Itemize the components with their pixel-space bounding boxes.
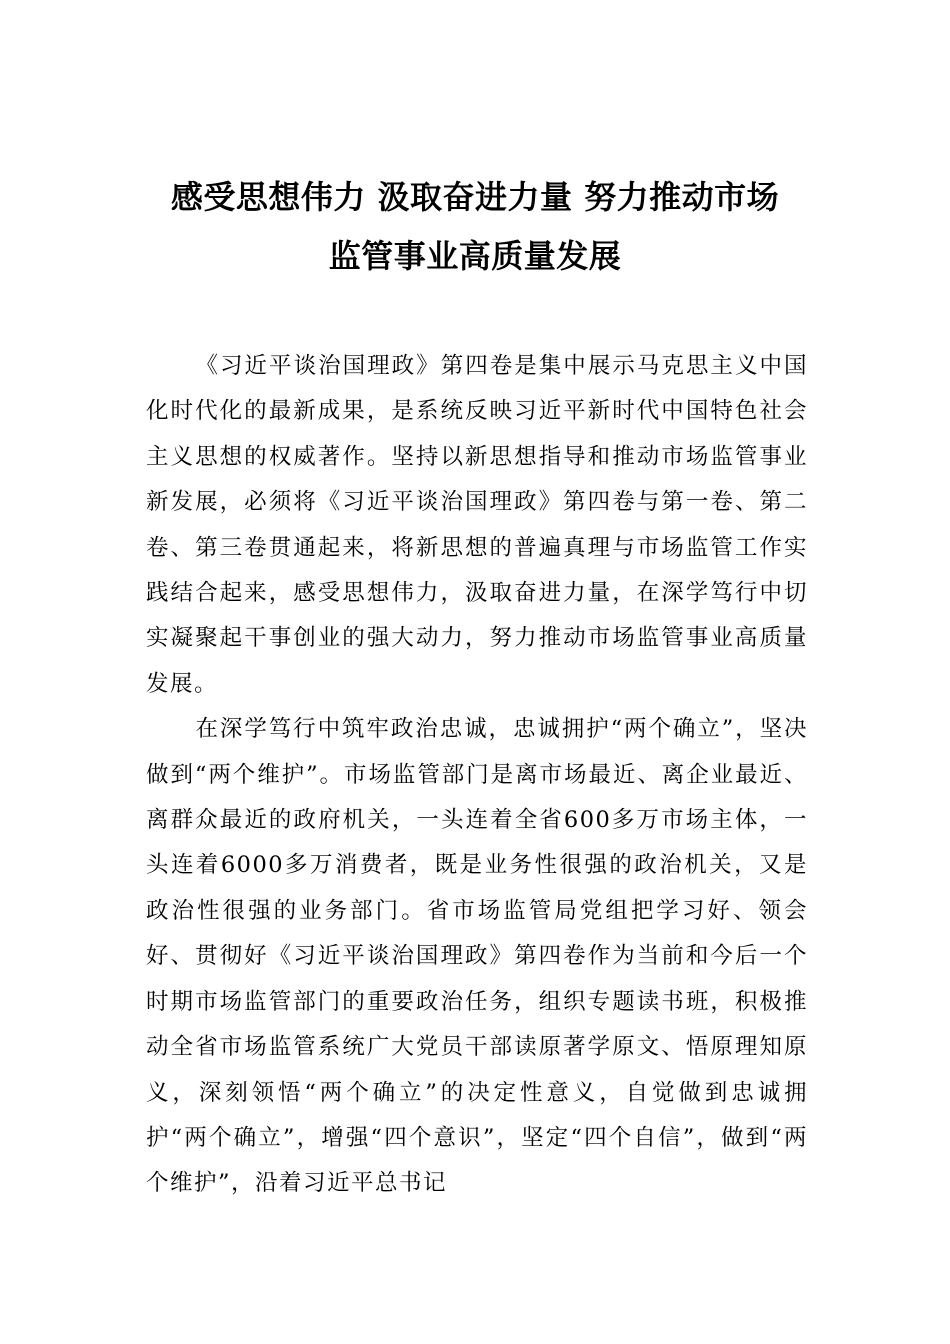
paragraph-1: 《习近平谈治国理政》第四卷是集中展示马克思主义中国化时代化的最新成果，是系统反映习近平新时代中国特色社会主义思想的权威著作。坚持以新思想指导和推动市场监管事业新发展，必须将《习近平谈治国理政》第四卷与第一卷、第二卷、第三卷贯通起来，将新思想的普遍真理与市场监管工作实践结合起来，感受思想伟力，汲取奋进力量，在深学笃行中切实凝聚起干事创业的强大动力，努力推动市场监管事业高质量发展。 (146, 353, 808, 697)
title-line-1: 感受思想伟力 汲取奋进力量 努力推动市场 (170, 178, 780, 216)
document-title (140, 168, 810, 286)
document-body (146, 344, 808, 1207)
title-line-2: 监管事业高质量发展 (328, 237, 622, 275)
paragraph-2: 在深学笃行中筑牢政治忠诚，忠诚拥护“两个确立”，坚决做到“两个维护”。市场监管部门是离市场最近、离企业最近、离群众最近的政府机关，一头连着全省600多万市场主体，一头连着6000多万消费者，既是业务性很强的政治机关，又是政治性很强的业务部门。省市场监管局党组把学习好、领会好、贯彻好《习近平谈治国理政》第四卷作为当前和今后一个时期市场监管部门的重要政治任务，组织专题读书班，积极推动全省市场监管系统广大党员干部读原著学原文、悟原理知原义，深刻领悟“两个确立”的决定性意义，自觉做到忠诚拥护“两个确立”，增强“四个意识”，坚定“四个自信”，做到“两个维护”，沿着习近平总书记 (146, 716, 808, 1197)
